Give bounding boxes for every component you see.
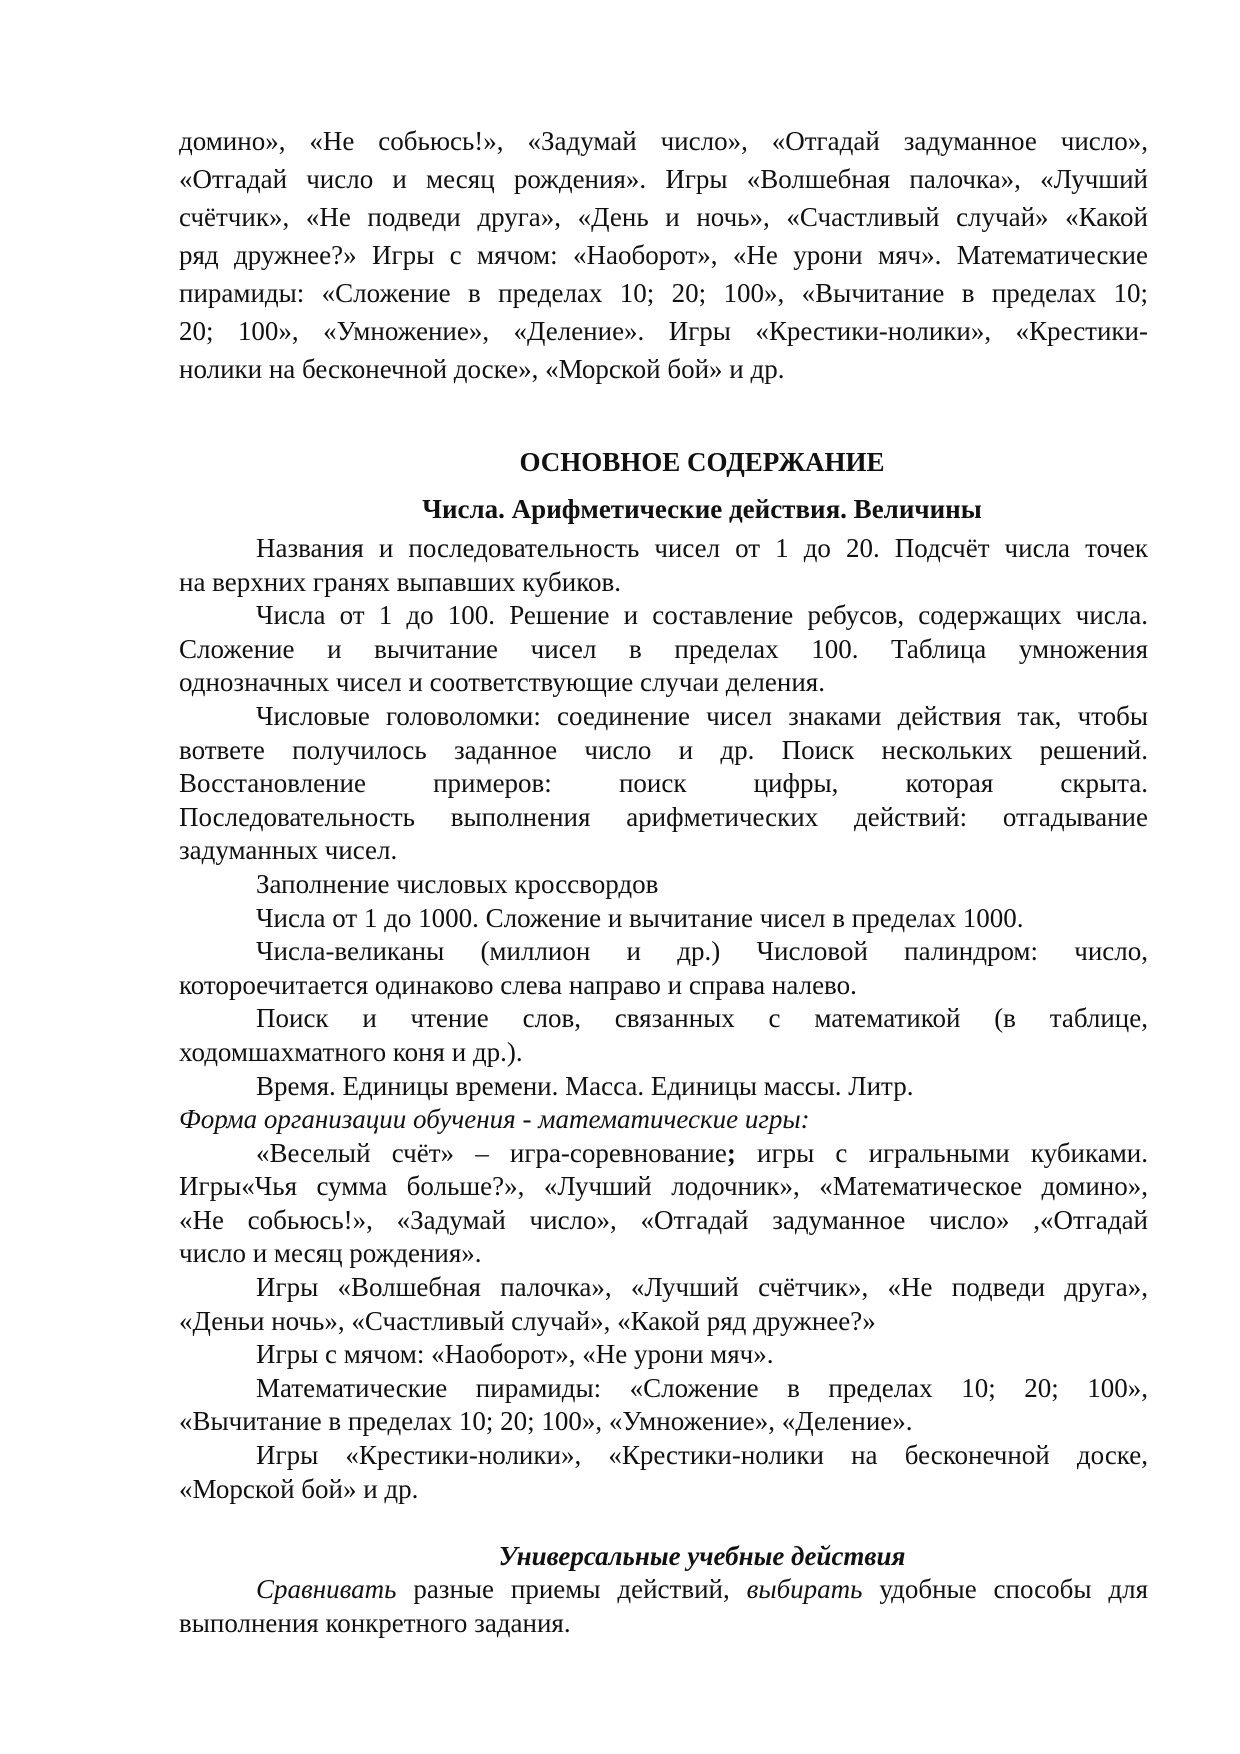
text-line: котороечитается одинаково слева направо и справа налево. — [179, 969, 857, 1000]
subheading-universal-actions: Универсальные учебные действия — [498, 1540, 906, 1571]
text-line: Игры «Волшебная палочка», «Лучший счётчик», «Не подведи друга», — [256, 1272, 1148, 1303]
text-line — [179, 1506, 1148, 1540]
text-line — [179, 1573, 1148, 1607]
text-line: Математические пирамиды: «Сложение в пределах 10; 20; 100», — [256, 1372, 1148, 1403]
section-title: ОСНОВНОЕ СОДЕРЖАНИЕ — [519, 447, 885, 477]
text-line: ряд дружнее?» Игры с мячом: «Наоборот», «Не урони мяч». Математические — [179, 240, 1148, 270]
text-line: «Не собьюсь!», «Задумай число», «Отгадай задуманное число» ,«Отгадай — [179, 1204, 1148, 1235]
text-line: Форма организации обучения - математические игры: — [179, 1104, 810, 1135]
text-line: Числа-великаны (миллион и др.) Числовой палиндром: число, — [256, 936, 1148, 967]
text-line: вответе получилось заданное число и др. Поиск нескольких решений. — [179, 734, 1148, 765]
emphasized-text: ; — [726, 1137, 736, 1168]
text-segment: «Веселый счёт» – игра-соревнование — [256, 1137, 727, 1168]
text-segment: разные приемы действий, — [396, 1574, 747, 1605]
text-line: Сложение и вычитание чисел в пределах 100. Таблица умножения — [179, 633, 1148, 664]
text-line: число и месяц рождения». — [179, 1238, 482, 1269]
text-line: «Морской бой» и др. — [179, 1473, 419, 1504]
text-line: Последовательность выполнения арифметических действий: отгадывание — [179, 801, 1148, 832]
emphasized-text: выбирать — [746, 1574, 863, 1605]
text-line: Время. Единицы времени. Масса. Единицы массы. Литр. — [256, 1070, 914, 1101]
text-line: 20; 100», «Умножение», «Деление». Игры «Крестики-нолики», «Крестики- — [179, 316, 1148, 346]
text-line: «Вычитание в пределах 10; 20; 100», «Умножение», «Деление». — [179, 1406, 913, 1437]
intro-paragraph — [179, 122, 1148, 388]
text-line: однозначных чисел и соответствующие случаи деления. — [179, 667, 825, 698]
text-line: Игры«Чья сумма больше?», «Лучший лодочник», «Математическое домино», — [179, 1171, 1148, 1202]
main-content — [179, 532, 1148, 1641]
text-line: на верхних гранях выпавших кубиков. — [179, 566, 621, 597]
text-line — [179, 1137, 1148, 1171]
text-line: Игры «Крестики-нолики», «Крестики-нолики на бесконечной доске, — [256, 1440, 1148, 1471]
text-line: Числовые головоломки: соединение чисел знаками действия так, чтобы — [256, 700, 1148, 731]
text-line: Числа от 1 до 100. Решение и составление ребусов, содержащих числа. — [256, 600, 1148, 631]
text-line: нолики на бесконечной доске», «Морской бой» и др. — [179, 354, 785, 384]
text-segment: удобные способы для — [862, 1574, 1148, 1605]
emphasized-text: Сравнивать — [256, 1574, 397, 1605]
text-line: Игры с мячом: «Наоборот», «Не урони мяч». — [256, 1339, 774, 1370]
text-line: ходомшахматного коня и др.). — [179, 1036, 523, 1067]
text-line: пирамиды: «Сложение в пределах 10; 20; 100», «Вычитание в пределах 10; — [179, 278, 1148, 308]
text-line: домино», «Не собьюсь!», «Задумай число», «Отгадай задуманное число», — [179, 126, 1148, 156]
text-line: задуманных чисел. — [179, 835, 398, 866]
text-segment: игры с игральными кубиками. — [735, 1137, 1148, 1168]
text-line: Восстановление примеров: поиск цифры, которая скрыта. — [179, 768, 1148, 799]
text-line: Поиск и чтение слов, связанных с математикой (в таблице, — [256, 1003, 1148, 1034]
text-line: Числа от 1 до 1000. Сложение и вычитание чисел в пределах 1000. — [256, 902, 1024, 933]
text-line: Названия и последовательность чисел от 1 до 20. Подсчёт числа точек — [256, 533, 1148, 563]
text-line: Заполнение числовых кроссвордов — [256, 868, 659, 899]
text-line: «Отгадай число и месяц рождения». Игры «Волшебная палочка», «Лучший — [179, 164, 1148, 194]
subsection-title: Числа. Арифметические действия. Величины — [422, 494, 982, 524]
text-line: выполнения конкретного задания. — [179, 1608, 571, 1638]
text-line: счётчик», «Не подведи друга», «День и ночь», «Счастливый случай» «Какой — [179, 202, 1148, 232]
text-line: «Деньи ночь», «Счастливый случай», «Какой ряд дружнее?» — [179, 1305, 876, 1336]
